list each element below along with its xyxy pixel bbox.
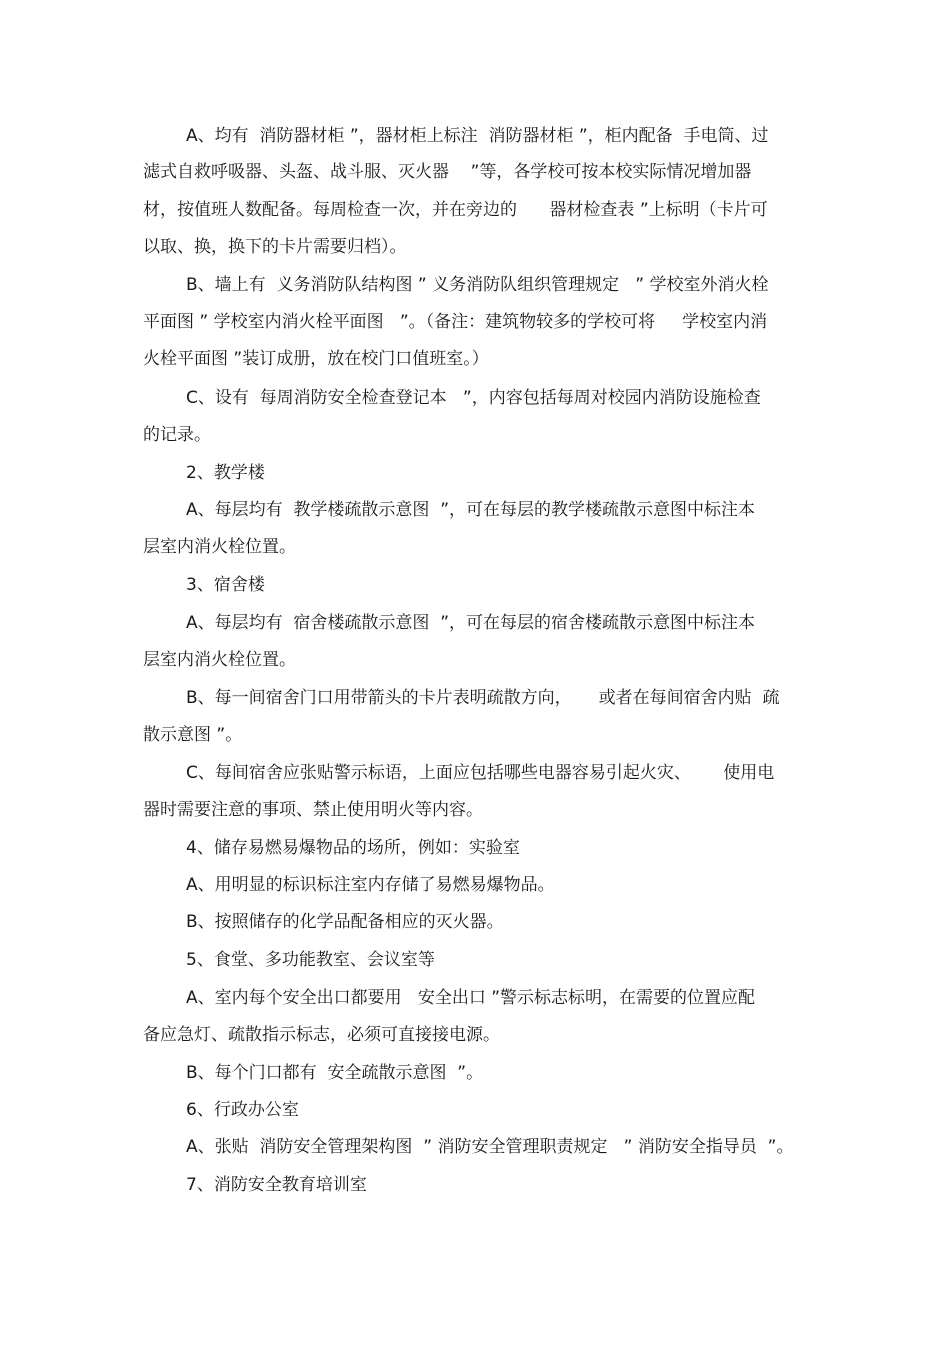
paragraph-line: A、张贴 消防安全管理架构图 ” 消防安全管理职责规定 ” 消防安全指导员 ”。 xyxy=(186,1137,794,1157)
paragraph-line: 层室内消火栓位置。 xyxy=(143,537,296,557)
section-heading: 4、储存易燃易爆物品的场所，例如：实验室 xyxy=(186,838,520,858)
section-heading: 3、宿舍楼 xyxy=(186,575,265,595)
paragraph-line: B、每个门口都有 安全疏散示意图 ”。 xyxy=(186,1063,484,1083)
paragraph-line: C、设有 每周消防安全检查登记本 ”，内容包括每周对校园内消防设施检查 xyxy=(186,388,761,408)
section-heading: 2、教学楼 xyxy=(186,463,265,483)
paragraph-line: A、每层均有 宿舍楼疏散示意图 ”，可在每层的宿舍楼疏散示意图中标注本 xyxy=(186,613,756,633)
paragraph-line: 滤式自救呼吸器、头盔、战斗服、灭火器 ”等，各学校可按本校实际情况增加器 xyxy=(143,162,752,182)
paragraph-line: 平面图 ” 学校室内消火栓平面图 ”。（备注：建筑物较多的学校可将 学校室内消 xyxy=(143,312,768,332)
paragraph-line: 以取、换，换下的卡片需要归档）。 xyxy=(143,237,407,257)
paragraph-line: A、用明显的标识标注室内存储了易燃易爆物品。 xyxy=(186,875,555,895)
paragraph-line: B、每一间宿舍门口用带箭头的卡片表明疏散方向， 或者在每间宿舍内贴 疏 xyxy=(186,688,780,708)
section-heading: 7、消防安全教育培训室 xyxy=(186,1175,367,1195)
paragraph-line: B、墙上有 义务消防队结构图 ” 义务消防队组织管理规定 ” 学校室外消火栓 xyxy=(186,275,769,295)
paragraph-line: A、室内每个安全出口都要用 安全出口 ”警示标志标明，在需要的位置应配 xyxy=(186,988,756,1008)
paragraph-line: 器时需要注意的事项、禁止使用明火等内容。 xyxy=(143,800,483,820)
paragraph-line: C、每间宿舍应张贴警示标语，上面应包括哪些电器容易引起火灾、 使用电 xyxy=(186,763,775,783)
section-heading: 6、行政办公室 xyxy=(186,1100,299,1120)
paragraph-line: 层室内消火栓位置。 xyxy=(143,650,296,670)
paragraph-line: 火栓平面图 ”装订成册，放在校门口值班室。） xyxy=(143,349,489,369)
paragraph-line: 的记录。 xyxy=(143,425,211,445)
paragraph-line: 材，按值班人数配备。每周检查一次，并在旁边的 器材检查表 ”上标明（卡片可 xyxy=(143,200,768,220)
paragraph-line: B、按照储存的化学品配备相应的灭火器。 xyxy=(186,912,504,932)
paragraph-line: A、每层均有 教学楼疏散示意图 ”，可在每层的教学楼疏散示意图中标注本 xyxy=(186,500,756,520)
paragraph-line: 备应急灯、疏散指示标志，必须可直接接电源。 xyxy=(143,1025,500,1045)
section-heading: 5、食堂、多功能教室、会议室等 xyxy=(186,950,435,970)
paragraph-line: A、均有 消防器材柜 ”，器材柜上标注 消防器材柜 ”，柜内配备 手电筒、过 xyxy=(186,126,769,146)
paragraph-line: 散示意图 ”。 xyxy=(143,725,243,745)
